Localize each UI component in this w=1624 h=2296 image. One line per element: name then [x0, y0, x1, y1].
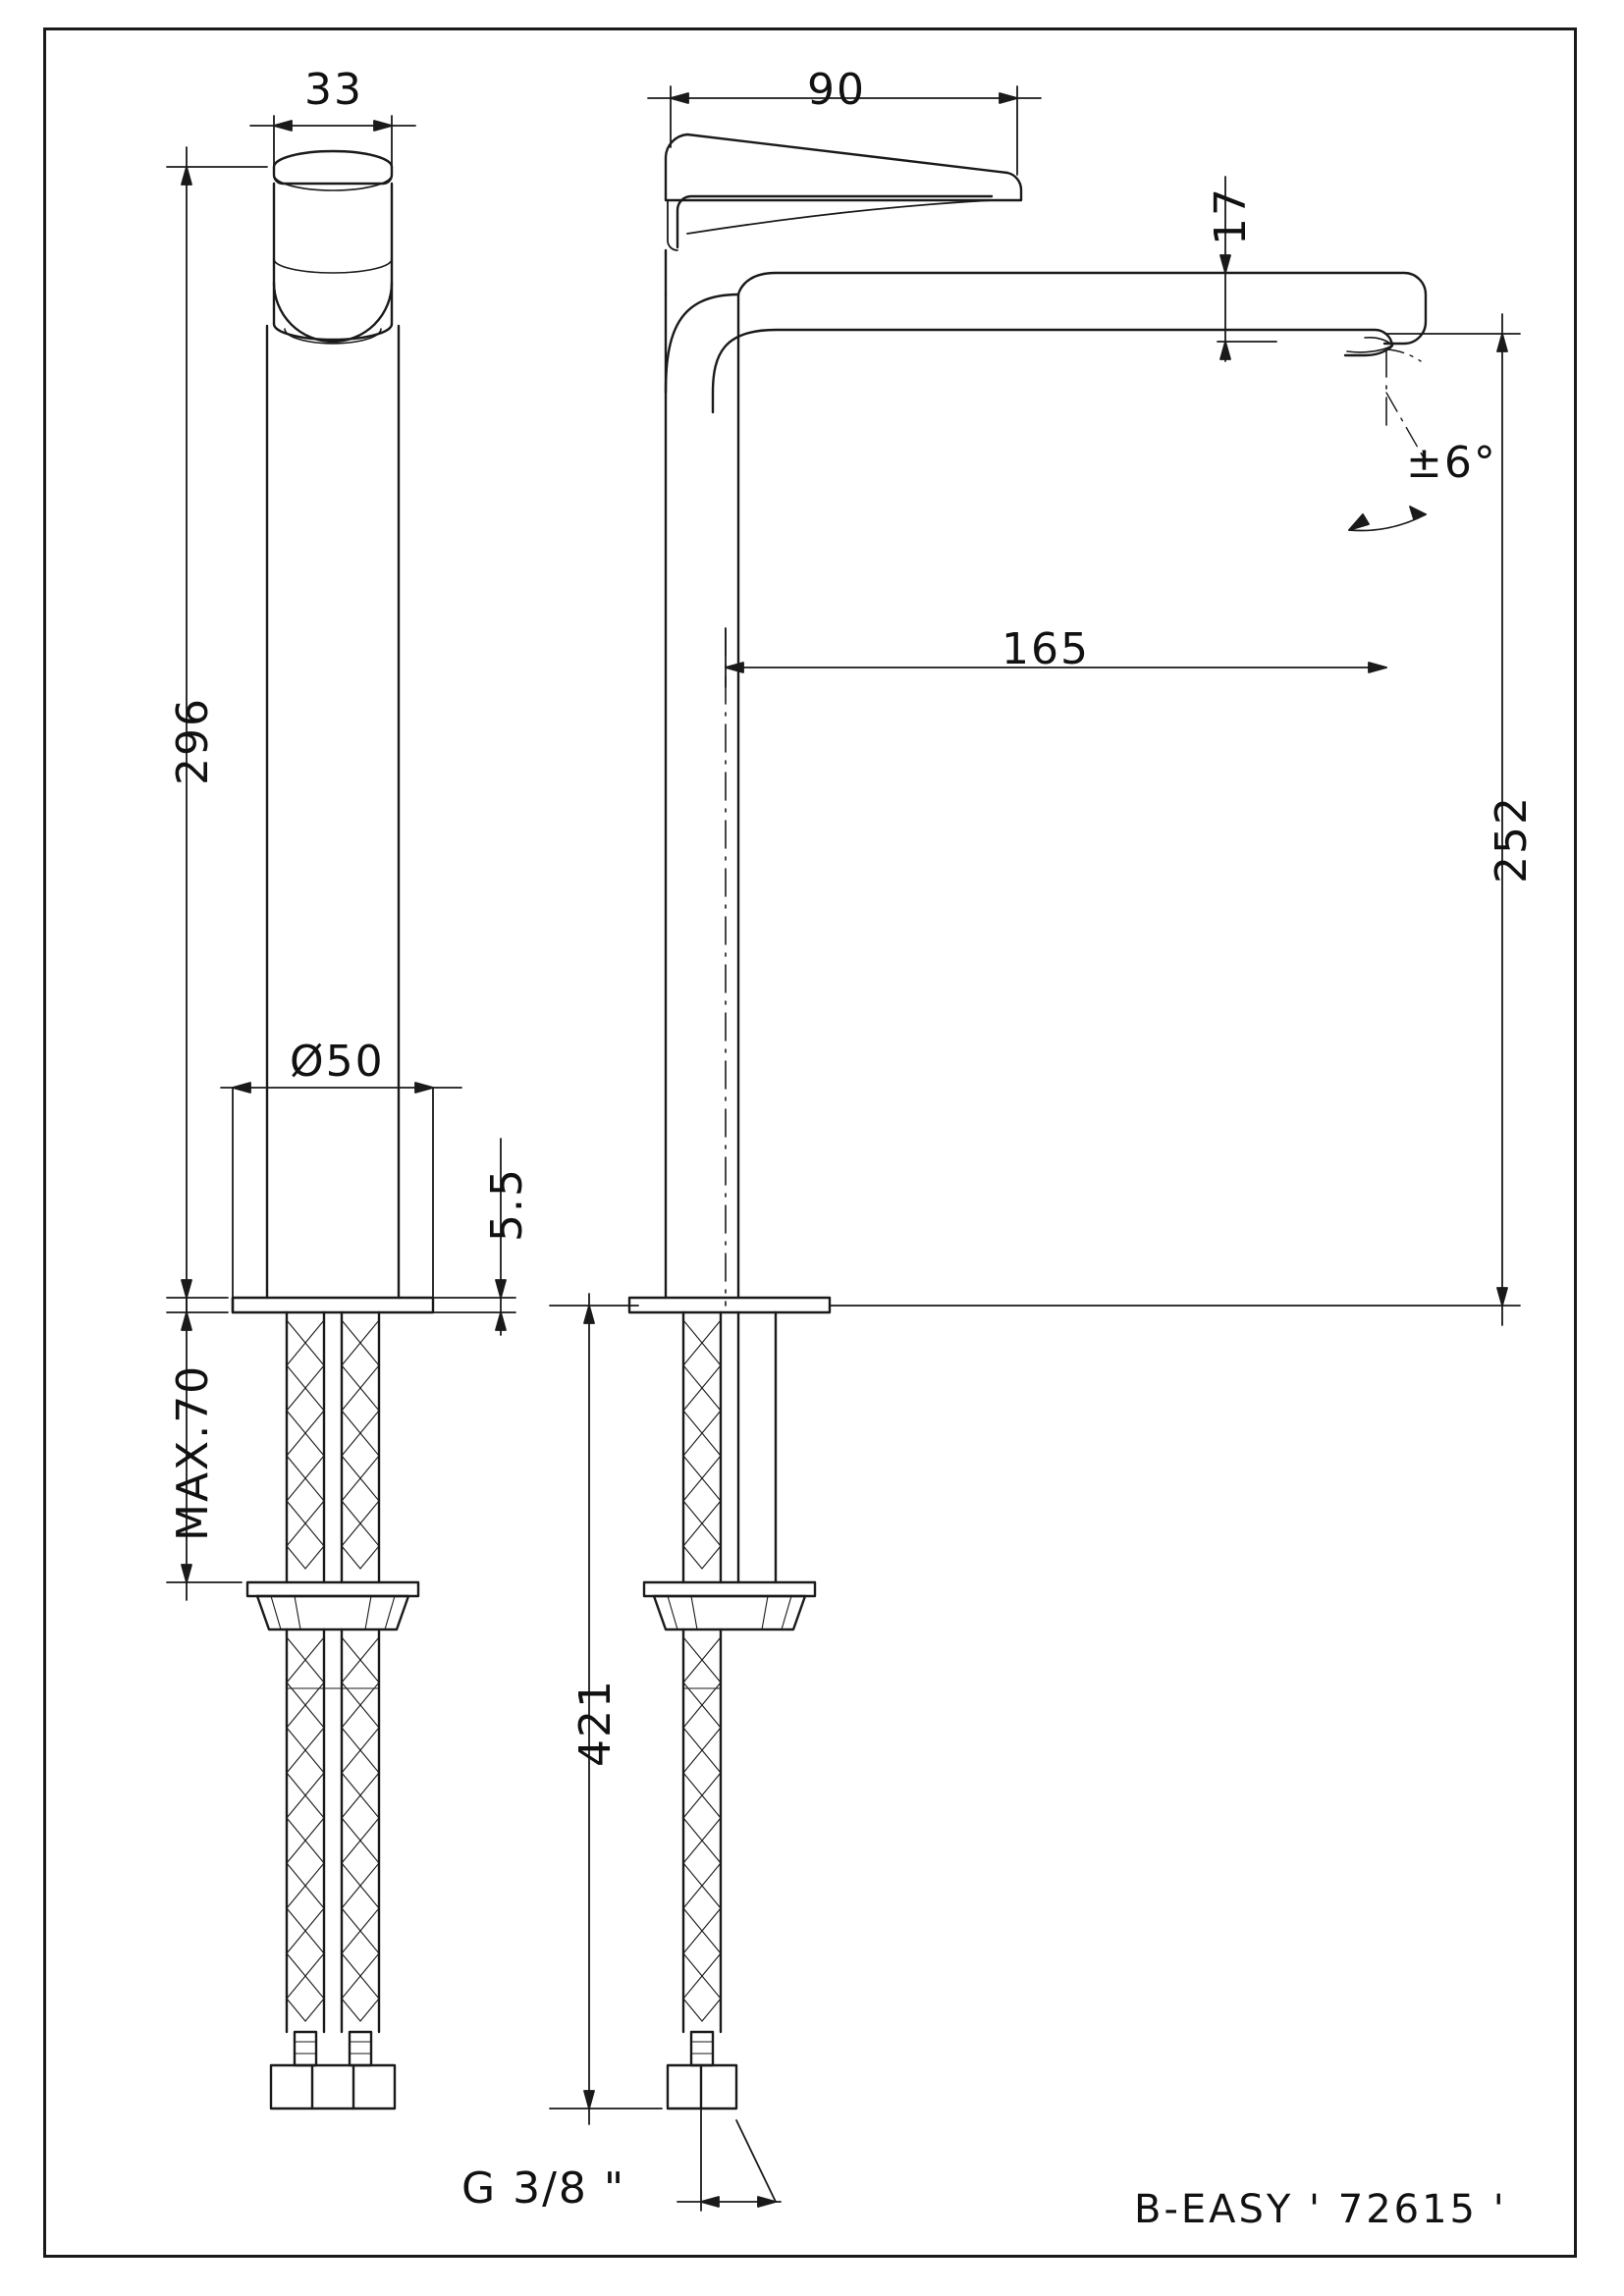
dim-max-thickness: MAX.70 [168, 1363, 218, 1541]
dim-column-height-296: 296 [168, 697, 218, 785]
dim-thread-size: G 3/8 " [461, 2163, 626, 2214]
dim-total-length-421: 421 [570, 1679, 621, 1767]
dim-handle-width-33: 33 [304, 65, 363, 115]
dim-base-thickness: 5.5 [482, 1167, 532, 1242]
dim-spout-height-17: 17 [1206, 187, 1256, 245]
dim-spout-height-252: 252 [1487, 795, 1537, 883]
dim-base-diameter: Ø50 [290, 1037, 385, 1087]
dim-swivel-angle: ±6° [1406, 438, 1497, 488]
title-block-label: B-EASY ' 72615 ' [1134, 2187, 1507, 2232]
dim-reach-165: 165 [1001, 624, 1090, 674]
dim-lever-length-90: 90 [807, 65, 866, 115]
